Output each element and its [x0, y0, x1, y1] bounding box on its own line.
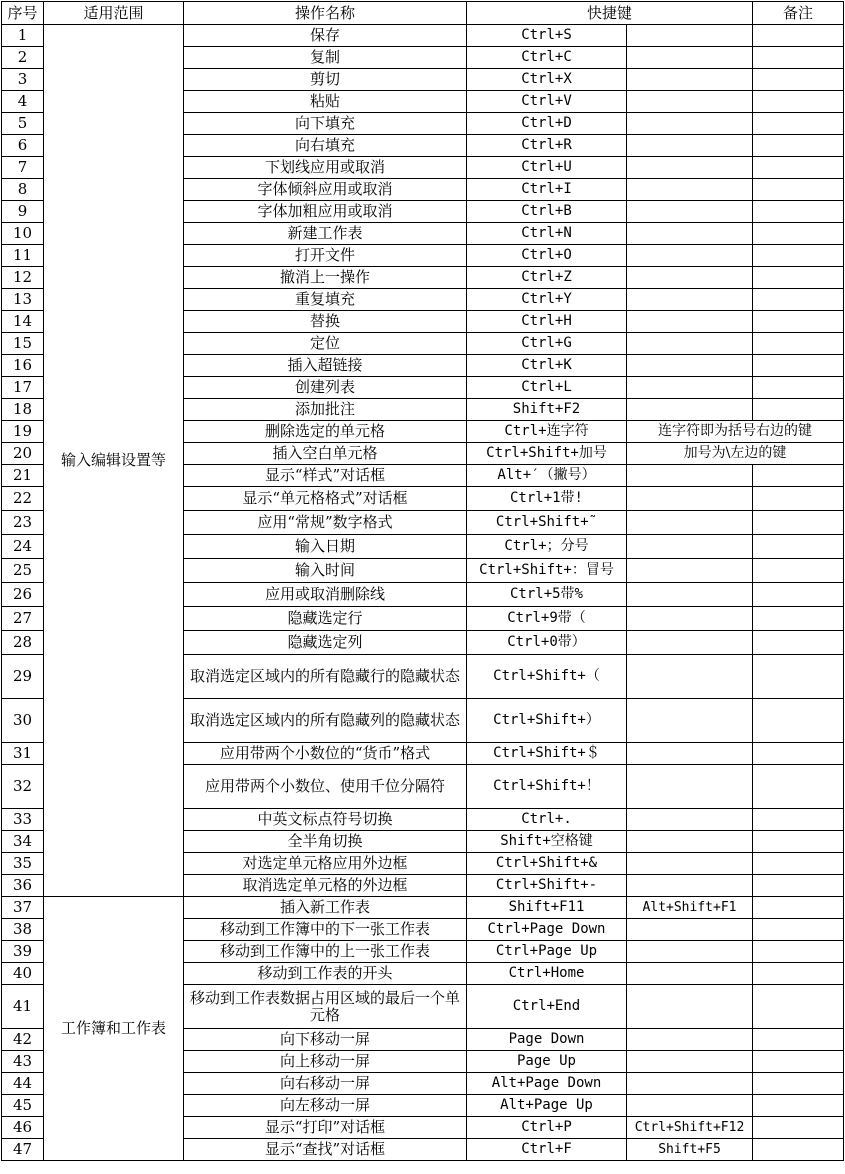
shortcut-key: Shift+F2 [467, 399, 627, 421]
shortcut-alt [627, 487, 753, 511]
shortcut-alt [627, 631, 753, 655]
shortcut-alt [627, 607, 753, 631]
row-number: 31 [2, 743, 44, 765]
operation-name: 剪切 [184, 69, 467, 91]
shortcut-key: Ctrl+. [467, 809, 627, 831]
shortcut-alt [627, 113, 753, 135]
shortcut-alt: Alt+Shift+F1 [627, 897, 753, 919]
shortcut-alt [627, 941, 753, 963]
operation-name: 显示“打印”对话框 [184, 1117, 467, 1139]
row-number: 46 [2, 1117, 44, 1139]
operation-name: 下划线应用或取消 [184, 157, 467, 179]
row-number: 6 [2, 135, 44, 157]
remark-cell [753, 831, 844, 853]
row-number: 21 [2, 465, 44, 487]
operation-name: 应用带两个小数位、使用千位分隔符 [184, 765, 467, 809]
shortcut-key: Ctrl+Page Down [467, 919, 627, 941]
shortcut-key: Ctrl+Shift+） [467, 699, 627, 743]
shortcut-key: Ctrl+Home [467, 963, 627, 985]
operation-name: 字体倾斜应用或取消 [184, 179, 467, 201]
operation-name: 应用或取消删除线 [184, 583, 467, 607]
row-number: 12 [2, 267, 44, 289]
shortcut-key: Ctrl+U [467, 157, 627, 179]
row-number: 1 [2, 25, 44, 47]
operation-name: 应用“常规”数字格式 [184, 511, 467, 535]
remark-cell [753, 289, 844, 311]
shortcut-alt [627, 853, 753, 875]
row-number: 13 [2, 289, 44, 311]
remark-cell [753, 135, 844, 157]
remark-cell [753, 157, 844, 179]
remark-cell [753, 535, 844, 559]
operation-name: 隐藏选定行 [184, 607, 467, 631]
shortcut-key: Ctrl+D [467, 113, 627, 135]
shortcut-alt [627, 559, 753, 583]
operation-name: 向右移动一屏 [184, 1073, 467, 1095]
shortcut-alt [627, 223, 753, 245]
shortcut-key: Ctrl+Y [467, 289, 627, 311]
remark-cell [753, 941, 844, 963]
shortcut-alt [627, 985, 753, 1029]
table-row [2, 25, 844, 47]
shortcut-key: Ctrl+Z [467, 267, 627, 289]
operation-name: 取消选定单元格的外边框 [184, 875, 467, 897]
operation-name: 字体加粗应用或取消 [184, 201, 467, 223]
row-number: 3 [2, 69, 44, 91]
remark-cell [753, 559, 844, 583]
shortcut-key: Alt+Page Down [467, 1073, 627, 1095]
remark-cell [753, 631, 844, 655]
row-number: 32 [2, 765, 44, 809]
shortcut-alt [627, 963, 753, 985]
remark-cell [753, 963, 844, 985]
remark-cell [753, 333, 844, 355]
remark-cell [753, 743, 844, 765]
shortcut-key: Ctrl+C [467, 47, 627, 69]
shortcut-alt [627, 655, 753, 699]
shortcut-note: 连字符即为括号右边的键 [627, 421, 844, 443]
shortcut-key: Ctrl+I [467, 179, 627, 201]
operation-name: 新建工作表 [184, 223, 467, 245]
operation-name: 向右填充 [184, 135, 467, 157]
shortcut-key: Page Up [467, 1051, 627, 1073]
remark-cell [753, 91, 844, 113]
shortcut-alt [627, 765, 753, 809]
shortcut-key: Page Down [467, 1029, 627, 1051]
header-name: 操作名称 [184, 2, 467, 25]
shortcut-key: Shift+空格键 [467, 831, 627, 853]
operation-name: 中英文标点符号切换 [184, 809, 467, 831]
row-number: 4 [2, 91, 44, 113]
scope-cell: 输入编辑设置等 [44, 25, 184, 897]
shortcut-alt [627, 201, 753, 223]
shortcut-alt [627, 135, 753, 157]
header-shortcut: 快捷键 [467, 2, 753, 25]
remark-cell [753, 765, 844, 809]
remark-cell [753, 355, 844, 377]
row-number: 16 [2, 355, 44, 377]
shortcut-alt [627, 465, 753, 487]
shortcut-key: Ctrl+Shift+& [467, 853, 627, 875]
row-number: 33 [2, 809, 44, 831]
row-number: 14 [2, 311, 44, 333]
operation-name: 向上移动一屏 [184, 1051, 467, 1073]
shortcut-key: Ctrl+1带! [467, 487, 627, 511]
row-number: 10 [2, 223, 44, 245]
row-number: 29 [2, 655, 44, 699]
shortcut-key: Ctrl+Shift+加号 [467, 443, 627, 465]
shortcut-key: Ctrl+9带（ [467, 607, 627, 631]
remark-cell [753, 69, 844, 91]
operation-name: 插入超链接 [184, 355, 467, 377]
row-number: 39 [2, 941, 44, 963]
shortcut-alt [627, 535, 753, 559]
row-number: 7 [2, 157, 44, 179]
header-row [2, 2, 844, 25]
shortcut-alt [627, 743, 753, 765]
operation-name: 插入空白单元格 [184, 443, 467, 465]
row-number: 15 [2, 333, 44, 355]
remark-cell [753, 583, 844, 607]
remark-cell [753, 699, 844, 743]
remark-cell [753, 113, 844, 135]
shortcut-key: Ctrl+L [467, 377, 627, 399]
shortcut-key: Alt+Page Up [467, 1095, 627, 1117]
remark-cell [753, 919, 844, 941]
operation-name: 隐藏选定列 [184, 631, 467, 655]
scope-cell: 工作簿和工作表 [44, 897, 184, 1161]
row-number: 17 [2, 377, 44, 399]
shortcut-key: Shift+F11 [467, 897, 627, 919]
operation-name: 显示“样式”对话框 [184, 465, 467, 487]
header-note: 备注 [753, 2, 844, 25]
operation-name: 显示“单元格格式”对话框 [184, 487, 467, 511]
row-number: 47 [2, 1139, 44, 1161]
remark-cell [753, 1051, 844, 1073]
shortcut-alt [627, 157, 753, 179]
operation-name: 定位 [184, 333, 467, 355]
row-number: 20 [2, 443, 44, 465]
operation-name: 保存 [184, 25, 467, 47]
operation-name: 重复填充 [184, 289, 467, 311]
remark-cell [753, 179, 844, 201]
remark-cell [753, 809, 844, 831]
operation-name: 取消选定区域内的所有隐藏列的隐藏状态 [184, 699, 467, 743]
row-number: 37 [2, 897, 44, 919]
shortcut-key: Ctrl+连字符 [467, 421, 627, 443]
operation-name: 取消选定区域内的所有隐藏行的隐藏状态 [184, 655, 467, 699]
operation-name: 替换 [184, 311, 467, 333]
shortcut-alt [627, 377, 753, 399]
shortcut-key: Ctrl+Page Up [467, 941, 627, 963]
shortcut-key: Ctrl+Shift+＄ [467, 743, 627, 765]
shortcut-alt [627, 919, 753, 941]
row-number: 8 [2, 179, 44, 201]
remark-cell [753, 399, 844, 421]
remark-cell [753, 1095, 844, 1117]
shortcut-key: Ctrl+O [467, 245, 627, 267]
shortcut-key: Ctrl+Shift+（ [467, 655, 627, 699]
shortcut-alt [627, 333, 753, 355]
operation-name: 移动到工作表数据占用区域的最后一个单元格 [184, 985, 467, 1029]
shortcut-key: Ctrl+H [467, 311, 627, 333]
shortcut-key: Ctrl+0带） [467, 631, 627, 655]
operation-name: 应用带两个小数位的“货币”格式 [184, 743, 467, 765]
shortcut-key: Ctrl+End [467, 985, 627, 1029]
shortcut-alt [627, 47, 753, 69]
shortcut-key: Ctrl+Shift+- [467, 875, 627, 897]
row-number: 42 [2, 1029, 44, 1051]
row-number: 26 [2, 583, 44, 607]
shortcut-key: Ctrl+Shift+！ [467, 765, 627, 809]
shortcut-alt [627, 69, 753, 91]
shortcut-alt [627, 245, 753, 267]
operation-name: 创建列表 [184, 377, 467, 399]
shortcut-alt [627, 511, 753, 535]
remark-cell [753, 377, 844, 399]
operation-name: 全半角切换 [184, 831, 467, 853]
remark-cell [753, 875, 844, 897]
remark-cell [753, 47, 844, 69]
remark-cell [753, 985, 844, 1029]
shortcut-alt [627, 875, 753, 897]
row-number: 38 [2, 919, 44, 941]
row-number: 11 [2, 245, 44, 267]
shortcut-alt: Ctrl+Shift+F12 [627, 1117, 753, 1139]
row-number: 5 [2, 113, 44, 135]
remark-cell [753, 1139, 844, 1161]
remark-cell [753, 607, 844, 631]
shortcut-key: Ctrl+G [467, 333, 627, 355]
remark-cell [753, 511, 844, 535]
shortcut-key: Ctrl+K [467, 355, 627, 377]
row-number: 19 [2, 421, 44, 443]
header-num: 序号 [2, 2, 44, 25]
shortcut-key: Alt+′（撇号） [467, 465, 627, 487]
shortcut-alt [627, 699, 753, 743]
remark-cell [753, 267, 844, 289]
shortcut-key: Ctrl+Shift+：冒号 [467, 559, 627, 583]
remark-cell [753, 1117, 844, 1139]
shortcut-alt [627, 1051, 753, 1073]
shortcut-key: Ctrl+5带% [467, 583, 627, 607]
operation-name: 移动到工作表的开头 [184, 963, 467, 985]
shortcut-key: Ctrl+F [467, 1139, 627, 1161]
shortcut-key: Ctrl+S [467, 25, 627, 47]
row-number: 22 [2, 487, 44, 511]
shortcut-alt [627, 1029, 753, 1051]
shortcut-note: 加号为\左边的键 [627, 443, 844, 465]
remark-cell [753, 223, 844, 245]
shortcut-alt [627, 289, 753, 311]
remark-cell [753, 1029, 844, 1051]
remark-cell [753, 487, 844, 511]
shortcut-alt [627, 179, 753, 201]
remark-cell [753, 655, 844, 699]
remark-cell [753, 25, 844, 47]
shortcut-alt [627, 25, 753, 47]
operation-name: 打开文件 [184, 245, 467, 267]
shortcut-alt [627, 399, 753, 421]
operation-name: 添加批注 [184, 399, 467, 421]
remark-cell [753, 465, 844, 487]
shortcut-key: Ctrl+X [467, 69, 627, 91]
row-number: 23 [2, 511, 44, 535]
operation-name: 显示“查找”对话框 [184, 1139, 467, 1161]
shortcut-key: Ctrl+B [467, 201, 627, 223]
operation-name: 输入时间 [184, 559, 467, 583]
shortcut-alt [627, 809, 753, 831]
remark-cell [753, 201, 844, 223]
shortcut-key: Ctrl+Shift+˜ [467, 511, 627, 535]
shortcut-key: Ctrl+N [467, 223, 627, 245]
remark-cell [753, 897, 844, 919]
operation-name: 复制 [184, 47, 467, 69]
operation-name: 撤消上一操作 [184, 267, 467, 289]
header-scope: 适用范围 [44, 2, 184, 25]
operation-name: 对选定单元格应用外边框 [184, 853, 467, 875]
operation-name: 输入日期 [184, 535, 467, 559]
shortcut-key: Ctrl+；分号 [467, 535, 627, 559]
table-row [2, 897, 844, 919]
row-number: 45 [2, 1095, 44, 1117]
operation-name: 插入新工作表 [184, 897, 467, 919]
shortcut-alt [627, 355, 753, 377]
row-number: 44 [2, 1073, 44, 1095]
shortcut-alt [627, 267, 753, 289]
row-number: 34 [2, 831, 44, 853]
operation-name: 向下移动一屏 [184, 1029, 467, 1051]
table-body [2, 25, 844, 1161]
shortcut-alt [627, 831, 753, 853]
row-number: 18 [2, 399, 44, 421]
row-number: 2 [2, 47, 44, 69]
remark-cell [753, 1073, 844, 1095]
row-number: 28 [2, 631, 44, 655]
row-number: 27 [2, 607, 44, 631]
operation-name: 向下填充 [184, 113, 467, 135]
operation-name: 向左移动一屏 [184, 1095, 467, 1117]
shortcut-alt [627, 1095, 753, 1117]
shortcut-alt [627, 91, 753, 113]
operation-name: 删除选定的单元格 [184, 421, 467, 443]
shortcut-table [1, 1, 844, 1161]
row-number: 30 [2, 699, 44, 743]
row-number: 36 [2, 875, 44, 897]
row-number: 24 [2, 535, 44, 559]
shortcut-alt [627, 583, 753, 607]
shortcut-alt [627, 311, 753, 333]
row-number: 41 [2, 985, 44, 1029]
row-number: 40 [2, 963, 44, 985]
shortcut-alt: Shift+F5 [627, 1139, 753, 1161]
shortcut-alt [627, 1073, 753, 1095]
row-number: 9 [2, 201, 44, 223]
row-number: 43 [2, 1051, 44, 1073]
remark-cell [753, 311, 844, 333]
shortcut-key: Ctrl+P [467, 1117, 627, 1139]
row-number: 35 [2, 853, 44, 875]
shortcut-key: Ctrl+V [467, 91, 627, 113]
shortcut-key: Ctrl+R [467, 135, 627, 157]
operation-name: 移动到工作簿中的下一张工作表 [184, 919, 467, 941]
remark-cell [753, 853, 844, 875]
operation-name: 移动到工作簿中的上一张工作表 [184, 941, 467, 963]
remark-cell [753, 245, 844, 267]
operation-name: 粘贴 [184, 91, 467, 113]
row-number: 25 [2, 559, 44, 583]
